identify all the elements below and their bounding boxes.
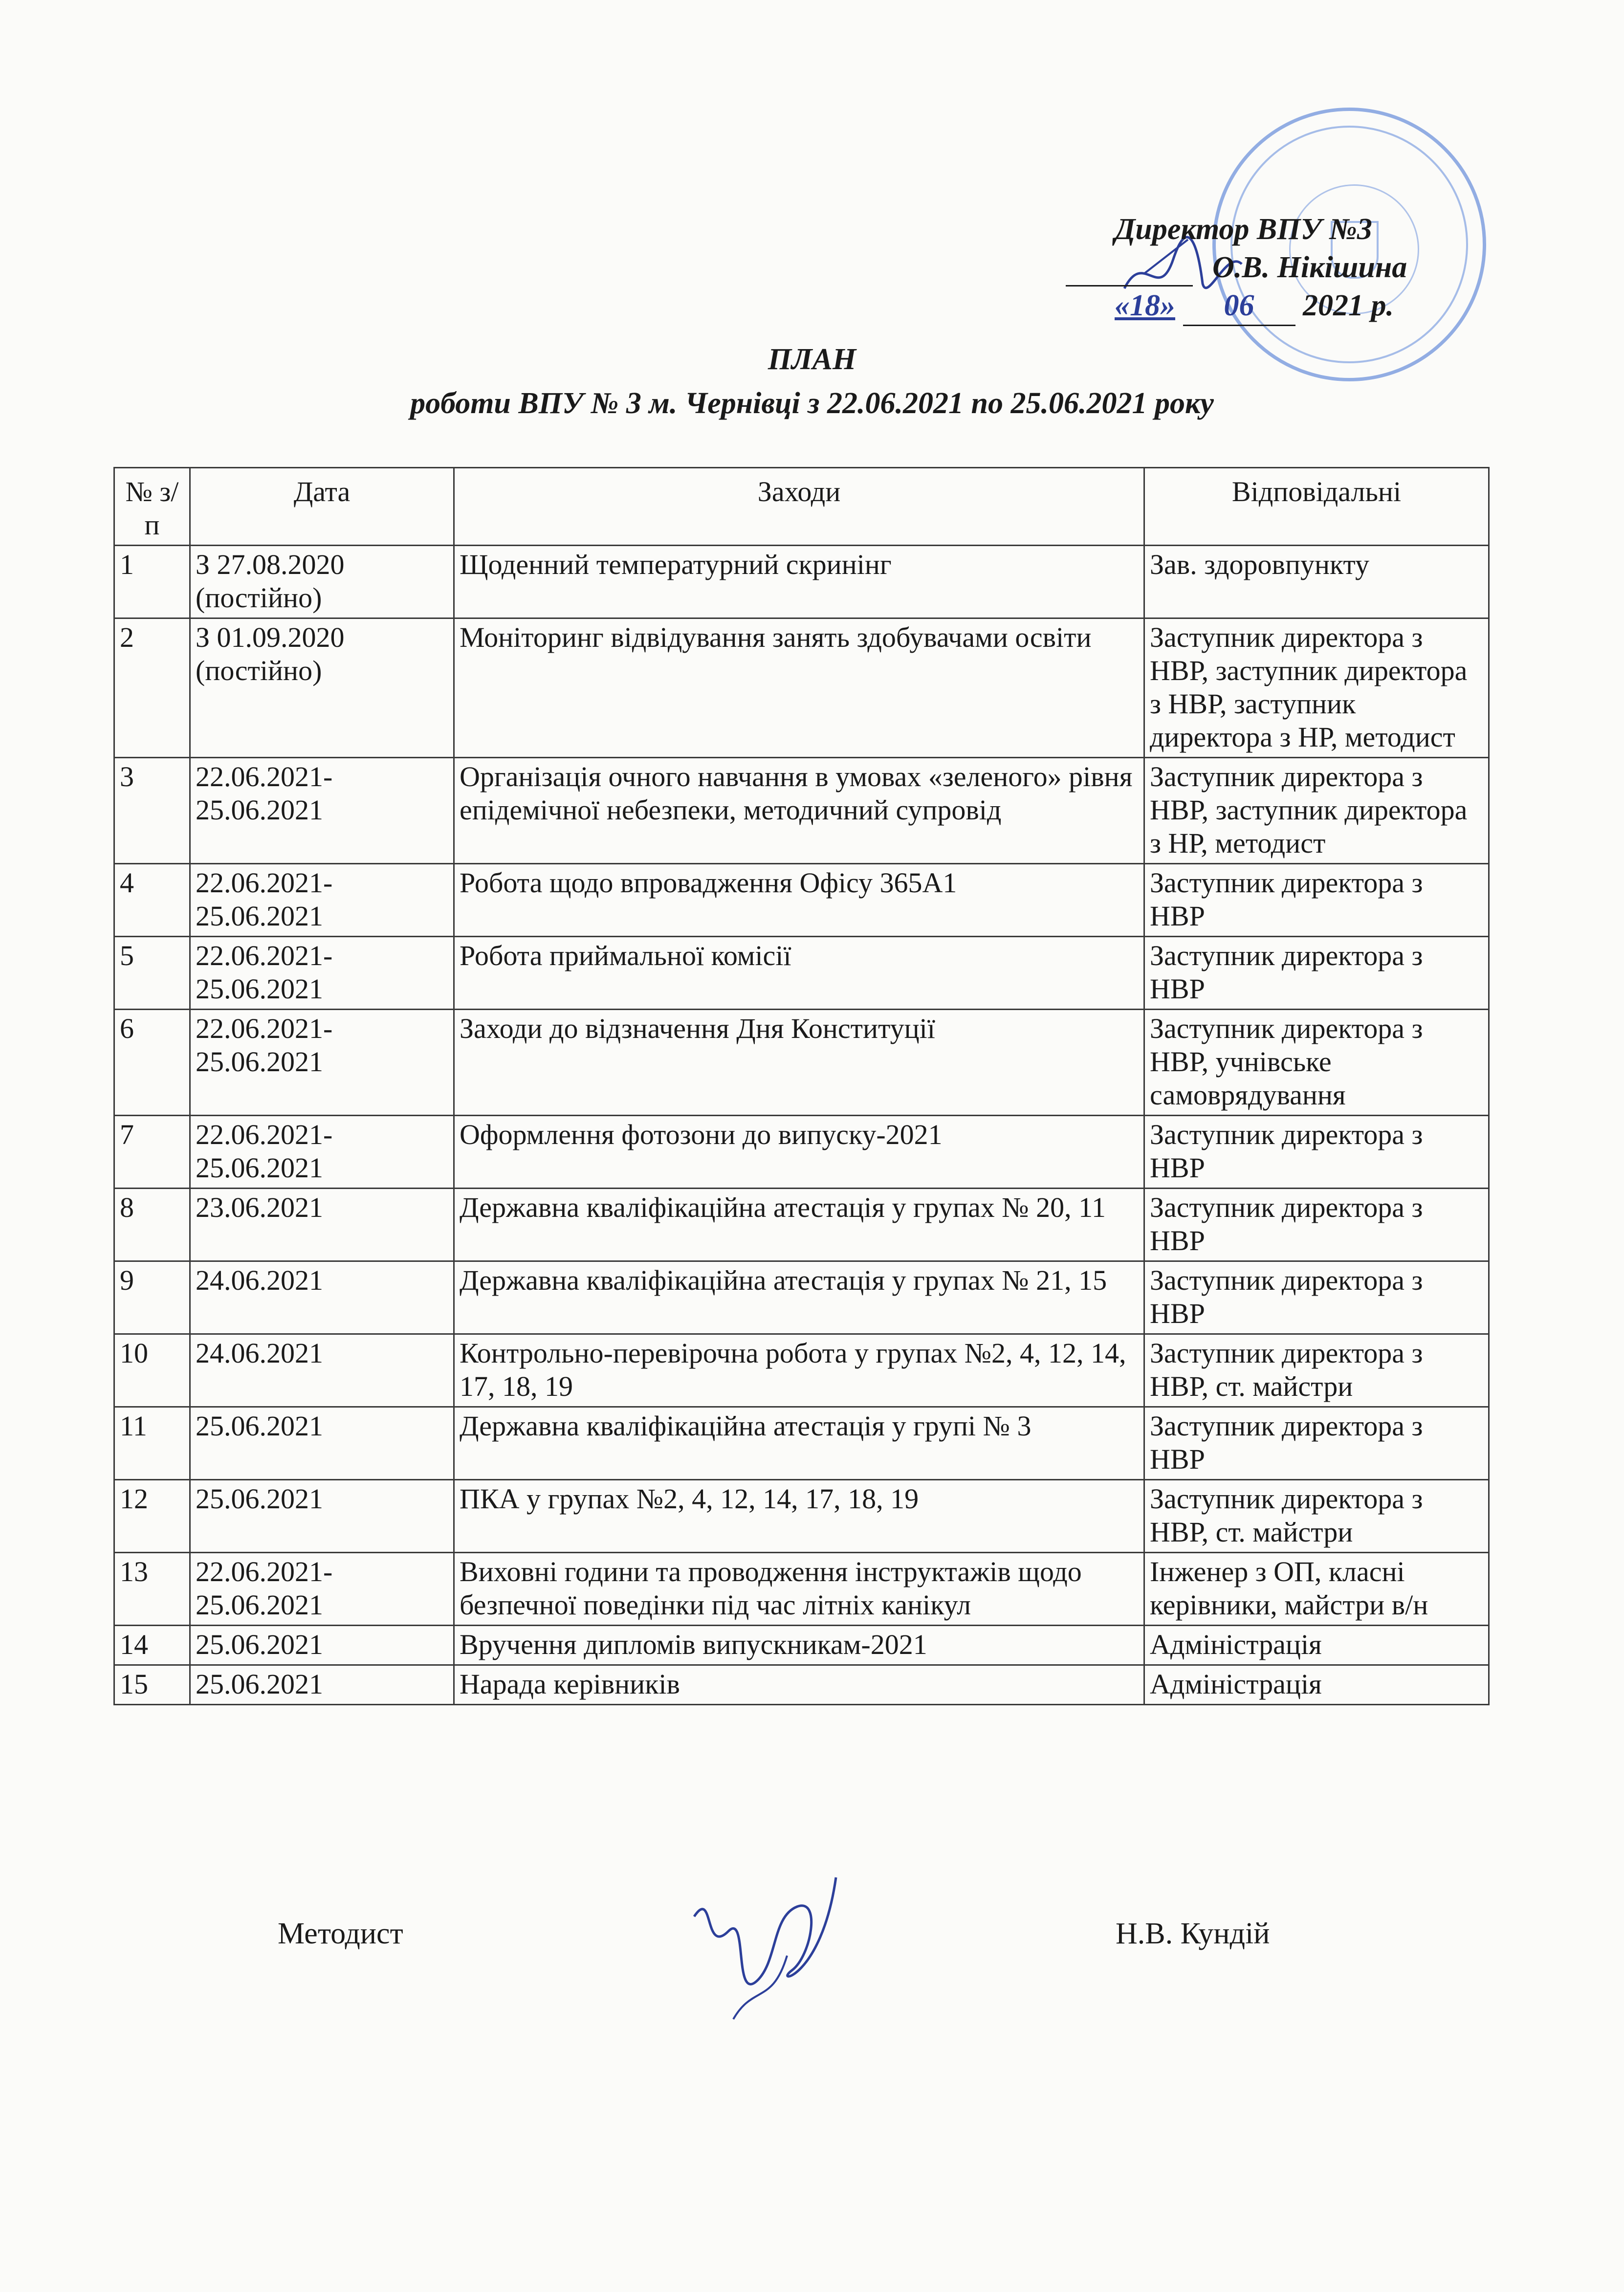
row-date: 25.06.2021 [190, 1626, 454, 1665]
row-responsible: Заступник директора з НВР [1144, 864, 1489, 937]
row-number: 13 [114, 1553, 190, 1626]
row-date: 25.06.2021 [190, 1407, 454, 1480]
row-responsible: Заступник директора з НВР [1144, 937, 1489, 1010]
row-activity: Державна кваліфікаційна атестація у групах № 21, 15 [454, 1261, 1144, 1334]
row-date: 24.06.2021 [190, 1261, 454, 1334]
row-date: 22.06.2021-25.06.2021 [190, 1116, 454, 1189]
plan-table [113, 467, 1490, 1705]
signature-line [1066, 256, 1193, 286]
table-row [114, 1334, 1489, 1407]
row-activity: Виховні години та проводження інструктажів щодо безпечної поведінки під час літніх канікул [454, 1553, 1144, 1626]
table-row [114, 546, 1489, 618]
approval-month: 06 [1183, 286, 1295, 326]
row-date: 22.06.2021-25.06.2021 [190, 864, 454, 937]
row-activity: Нарада керівників [454, 1665, 1144, 1705]
approval-name-line [1066, 248, 1506, 286]
row-activity: ПКА у групах №2, 4, 12, 14, 17, 18, 19 [454, 1480, 1144, 1553]
table-row [114, 1010, 1489, 1116]
row-number: 15 [114, 1665, 190, 1705]
table-row [114, 1407, 1489, 1480]
row-number: 5 [114, 937, 190, 1010]
approval-block [1066, 210, 1506, 326]
row-activity: Робота щодо впровадження Офісу 365А1 [454, 864, 1144, 937]
row-number: 1 [114, 546, 190, 618]
footer-role: Методист [278, 1917, 403, 1950]
row-responsible: Заступник директора з НВР [1144, 1261, 1489, 1334]
table-row [114, 758, 1489, 864]
table-row [114, 937, 1489, 1010]
row-number: 3 [114, 758, 190, 864]
approval-year: 2021 р. [1303, 289, 1394, 322]
row-activity: Організація очного навчання в умовах «зеленого» рівня епідемічної небезпеки, методичний супровід [454, 758, 1144, 864]
row-responsible: Адміністрація [1144, 1626, 1489, 1665]
row-number: 10 [114, 1334, 190, 1407]
row-responsible: Заступник директора з НВР, заступник директора з НВР, заступник директора з НР, методист [1144, 618, 1489, 758]
row-date: 23.06.2021 [190, 1189, 454, 1261]
table-row [114, 1665, 1489, 1705]
approval-day: «18» [1115, 289, 1175, 322]
table-row [114, 1626, 1489, 1665]
row-responsible: Адміністрація [1144, 1665, 1489, 1705]
row-responsible: Інженер з ОП, класні керівники, майстри в/н [1144, 1553, 1489, 1626]
header-number: № з/п [114, 468, 190, 546]
table-row [114, 1261, 1489, 1334]
row-number: 8 [114, 1189, 190, 1261]
approval-position: Директор ВПУ №3 [1115, 213, 1372, 246]
row-date: 22.06.2021-25.06.2021 [190, 1553, 454, 1626]
row-activity: Державна кваліфікаційна атестація у групі № 3 [454, 1407, 1144, 1480]
row-number: 6 [114, 1010, 190, 1116]
table-row [114, 1480, 1489, 1553]
table-row [114, 864, 1489, 937]
header-date: Дата [190, 468, 454, 546]
row-activity: Робота приймальної комісії [454, 937, 1144, 1010]
row-activity: Моніторинг відвідування занять здобувачами освіти [454, 618, 1144, 758]
row-date: З 01.09.2020 (постійно) [190, 618, 454, 758]
header-activity: Заходи [454, 468, 1144, 546]
row-number: 12 [114, 1480, 190, 1553]
row-number: 7 [114, 1116, 190, 1189]
approval-date-line [1066, 286, 1506, 326]
row-date: 22.06.2021-25.06.2021 [190, 1010, 454, 1116]
row-responsible: Зав. здоровпункту [1144, 546, 1489, 618]
row-responsible: Заступник директора з НВР, учнівське самоврядування [1144, 1010, 1489, 1116]
row-activity: Державна кваліфікаційна атестація у групах № 20, 11 [454, 1189, 1144, 1261]
row-activity: Оформлення фотозони до випуску-2021 [454, 1116, 1144, 1189]
table-row [114, 1116, 1489, 1189]
row-activity: Вручення дипломів випускникам-2021 [454, 1626, 1144, 1665]
row-date: 25.06.2021 [190, 1665, 454, 1705]
row-date: З 27.08.2020 (постійно) [190, 546, 454, 618]
row-activity: Заходи до відзначення Дня Конституції [454, 1010, 1144, 1116]
document-subtitle: роботи ВПУ № 3 м. Чернівці з 22.06.2021 по 25.06.2021 року [410, 387, 1214, 420]
methodist-signature [675, 1858, 860, 2034]
row-responsible: Заступник директора з НВР [1144, 1407, 1489, 1480]
footer-name: Н.В. Кундій [1116, 1917, 1270, 1950]
row-activity: Щоденний температурний скринінг [454, 546, 1144, 618]
row-responsible: Заступник директора з НВР [1144, 1189, 1489, 1261]
row-number: 9 [114, 1261, 190, 1334]
row-date: 25.06.2021 [190, 1480, 454, 1553]
header-responsible: Відповідальні [1144, 468, 1489, 546]
row-responsible: Заступник директора з НВР [1144, 1116, 1489, 1189]
row-date: 22.06.2021-25.06.2021 [190, 758, 454, 864]
approval-name: О.В. Нікішина [1212, 251, 1407, 284]
table-row [114, 1189, 1489, 1261]
row-responsible: Заступник директора з НВР, ст. майстри [1144, 1480, 1489, 1553]
row-date: 22.06.2021-25.06.2021 [190, 937, 454, 1010]
row-number: 2 [114, 618, 190, 758]
document-heading: ПЛАН [768, 343, 856, 376]
table-row [114, 1553, 1489, 1626]
table-row [114, 618, 1489, 758]
row-number: 4 [114, 864, 190, 937]
row-responsible: Заступник директора з НВР, заступник директора з НР, методист [1144, 758, 1489, 864]
row-number: 14 [114, 1626, 190, 1665]
row-responsible: Заступник директора з НВР, ст. майстри [1144, 1334, 1489, 1407]
table-header-row [114, 468, 1489, 546]
row-date: 24.06.2021 [190, 1334, 454, 1407]
row-activity: Контрольно-перевірочна робота у групах №2, 4, 12, 14, 17, 18, 19 [454, 1334, 1144, 1407]
row-number: 11 [114, 1407, 190, 1480]
